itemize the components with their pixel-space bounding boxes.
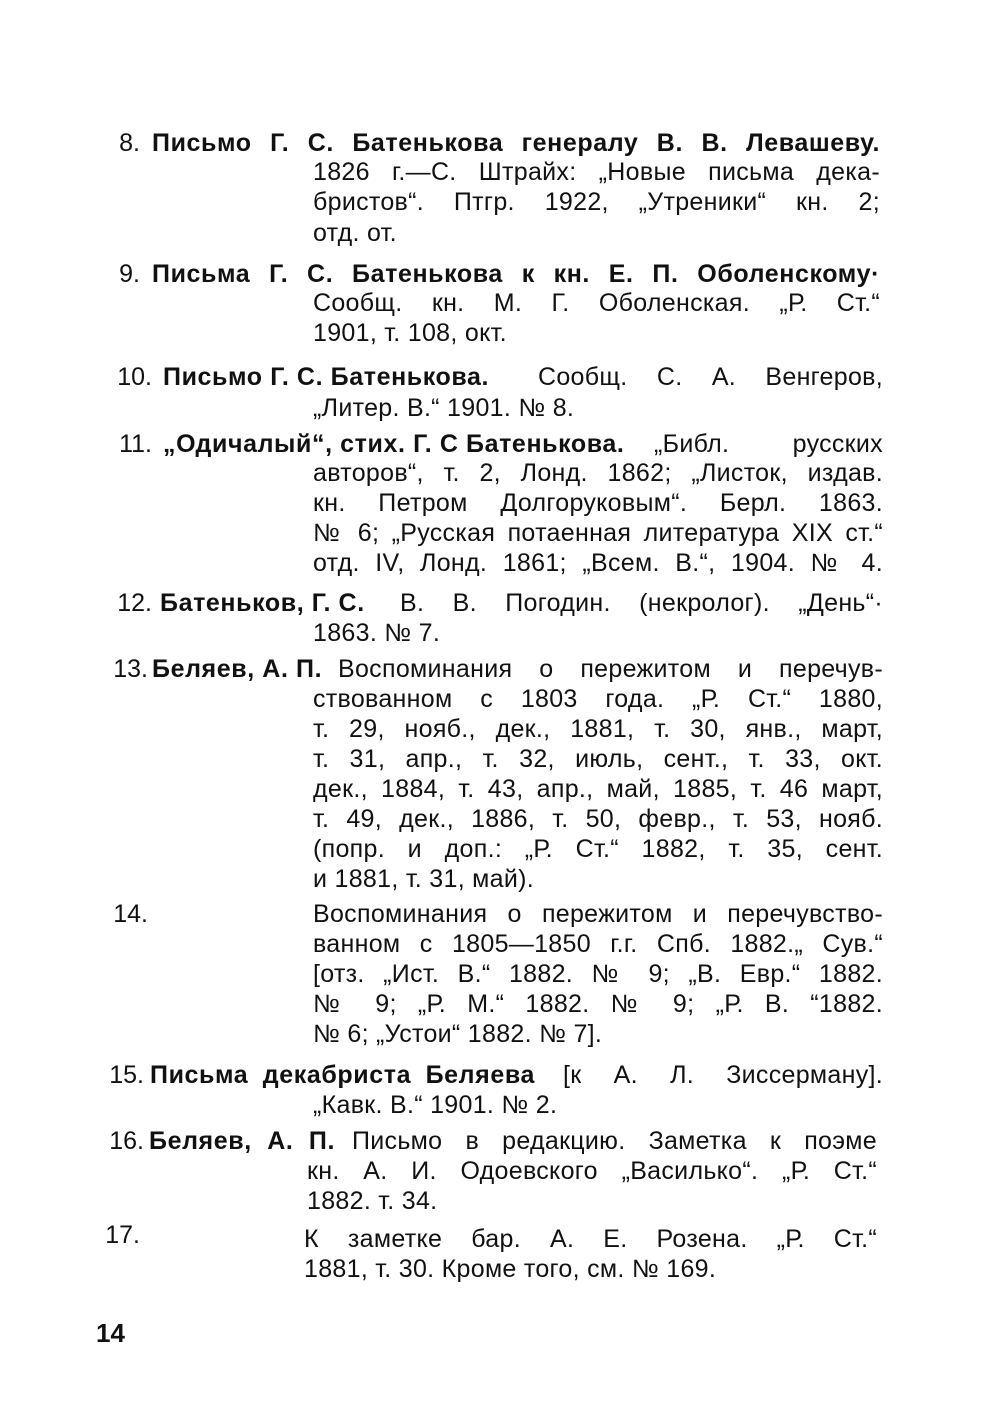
entry-line: [отз. „Ист. В.“ 1882. № 9; „В. Евр.“ 1882.	[313, 960, 883, 988]
entry-line: К заметке бар. А. Е. Розена. „Р. Ст.“	[304, 1225, 877, 1253]
entry-line: „Литер. В.“ 1901. № 8.	[313, 394, 575, 422]
entry-line: 1826 г.—С. Штрайх: „Новые письма дека-	[313, 158, 880, 186]
entry-title: Беляев, А. П.	[152, 655, 323, 683]
entry-number: 16.	[109, 1127, 144, 1155]
entry-line: 1863. № 7.	[313, 619, 441, 647]
entry-number: 8.	[119, 129, 140, 157]
entry-number: 12.	[117, 589, 152, 617]
entry-line: ствованном с 1803 года. „Р. Ст.“ 1880,	[313, 685, 883, 713]
entry-title: Батеньков, Г. С.	[160, 589, 365, 617]
entry-line: отд. IV, Лонд. 1861; „Всем. В.“, 1904. № 4.	[313, 549, 883, 577]
entry-title: Письмо Г. С. Батенькова.	[163, 363, 490, 391]
entry-line: отд. от.	[313, 219, 397, 247]
entry-title-rest: В. В. Погодин. (некролог). „День“·	[400, 589, 883, 617]
entry-number: 11.	[119, 430, 152, 458]
entry-title: „Одичалый“, стих. Г. С Батенькова.	[163, 430, 625, 458]
entry-title-rest: Воспоминания о пережитом и перечув-	[338, 655, 883, 683]
entry-line: № 9; „Р. М.“ 1882. № 9; „Р. В. “1882.	[313, 990, 883, 1018]
entry-line: кн. А. И. Одоевского „Василько“. „Р. Ст.“	[307, 1157, 877, 1185]
entry-line: т. 29, нояб., дек., 1881, т. 30, янв., март,	[313, 715, 883, 743]
entry-line: и 1881, т. 31, май).	[313, 865, 535, 893]
page-number: 14	[96, 1318, 125, 1348]
entry-line: авторов“, т. 2, Лонд. 1862; „Листок, издав.	[313, 459, 883, 487]
entry-line: № 6; „Устои“ 1882. № 7].	[313, 1020, 603, 1048]
entry-title-rest: Письмо в редакцию. Заметка к поэме	[352, 1127, 877, 1155]
entry-line: т. 31, апр., т. 32, июль, сент., т. 33, окт.	[313, 745, 883, 773]
entry-title: Письма декабриста Беляева	[150, 1061, 535, 1089]
entry-number: 14.	[113, 900, 148, 928]
entry-line: Воспоминания о пережитом и перечувство-	[313, 900, 883, 928]
entry-title-rest: [к А. Л. Зиссерману].	[563, 1061, 883, 1089]
entry-number: 17.	[105, 1221, 140, 1249]
entry-title-rest: Сообщ. С. А. Венгеров,	[538, 363, 883, 391]
entry-number: 15.	[109, 1061, 144, 1089]
entry-line: „Кавк. В.“ 1901. № 2.	[313, 1091, 558, 1119]
entry-number: 13.	[113, 655, 148, 683]
entry-line: 1882. т. 34.	[307, 1187, 438, 1215]
entry-line: № 6; „Русская потаенная литература XIX ст.“	[313, 519, 883, 547]
entry-title: Письмо Г. С. Батенькова генералу В. В. Левашеву.	[152, 129, 880, 157]
entry-line: т. 49, дек., 1886, т. 50, февр., т. 53, нояб.	[313, 805, 883, 833]
entry-line: 1881, т. 30. Кроме того, см. № 169.	[304, 1255, 717, 1283]
entry-line: дек., 1884, т. 43, апр., май, 1885, т. 46 март,	[313, 775, 883, 803]
entry-title: Беляев, А. П.	[149, 1127, 335, 1155]
entry-line: кн. Петром Долгоруковым“. Берл. 1863.	[313, 489, 883, 517]
entry-title-rest: „Библ. русских	[654, 430, 883, 458]
entry-title: Письма Г. С. Батенькова к кн. Е. П. Оболенскому·	[152, 260, 880, 288]
entry-number: 10.	[117, 363, 152, 391]
entry-line: 1901, т. 108, окт.	[313, 319, 507, 347]
entry-line: Сообщ. кн. М. Г. Оболенская. „Р. Ст.“	[313, 289, 880, 317]
entry-line: бристов“. Птгр. 1922, „Утреники“ кн. 2;	[313, 188, 880, 216]
entry-line: (попр. и доп.: „Р. Ст.“ 1882, т. 35, сент.	[313, 835, 883, 863]
entry-number: 9.	[119, 260, 140, 288]
entry-line: ванном с 1805—1850 г.г. Спб. 1882.„ Сув.“	[313, 930, 883, 958]
